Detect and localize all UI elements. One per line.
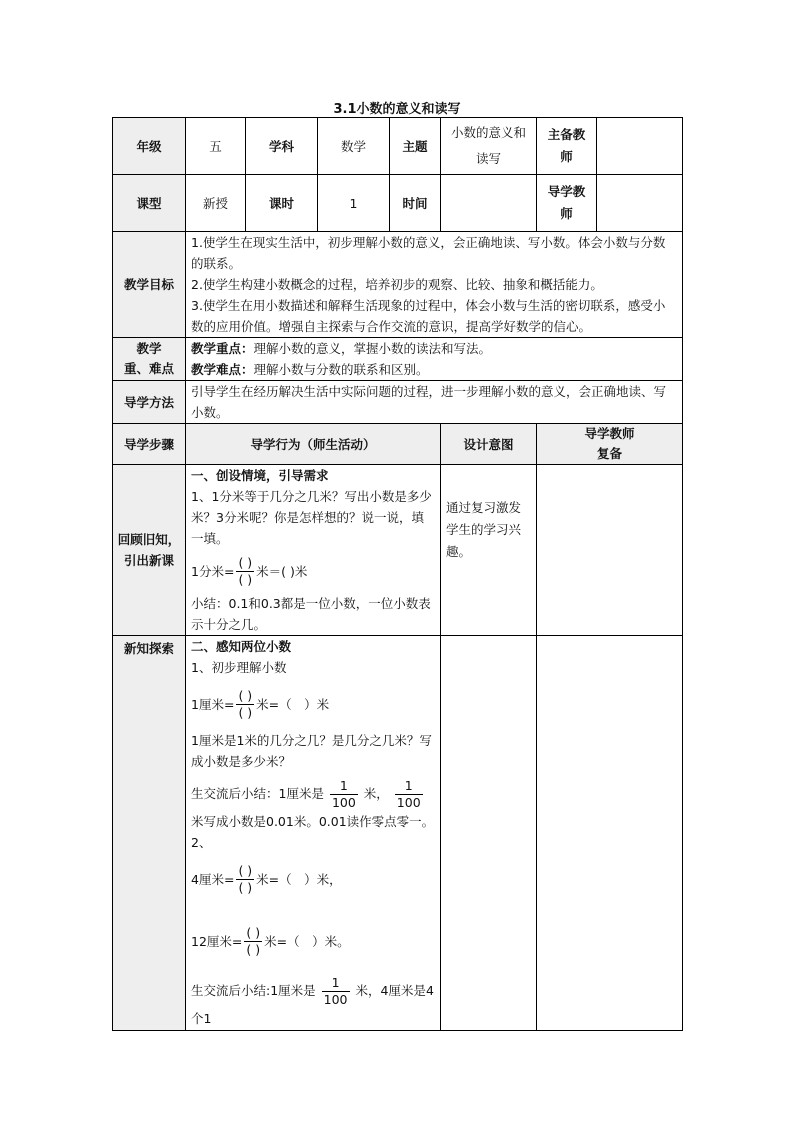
section-2-summary-1: 生交流后小结：1厘米是 $\frac{1}{100}$ 米， $\frac{1}{100}$ 米写成小数是0.01米。0.01读作零点零一。 [191, 778, 435, 829]
type-value: 新授 [186, 175, 246, 232]
section-1-question: 1、1分米等于几分之几米？写出小数是多少米？3分米呢？你是怎样想的？说一说，填一填。 [191, 489, 432, 546]
section-2-eq2: 4厘米= $\frac{( )}{( )}$ 米=（ ）米， [191, 862, 342, 895]
section-2-sub2: 2、 [191, 835, 212, 850]
section-1-row [113, 465, 683, 636]
steps-header-row [113, 424, 683, 465]
header-row-1 [113, 118, 683, 175]
section-2-activity [186, 636, 441, 1031]
type-label: 课型 [113, 175, 186, 232]
goal-item: 3.使学生在用小数描述和解释生活现象的过程中，体会小数与生活的密切联系，感受小数的应用价值。增强自主探索与合作交流的意识，提高学好数学的信心。 [191, 298, 666, 334]
section-2-review [537, 636, 683, 1031]
topic-value: 小数的意义和读写 [441, 118, 537, 175]
time-value [441, 175, 537, 232]
guide-label: 导学教师 [537, 175, 597, 232]
section-2-heading: 二、感知两位小数 [191, 639, 292, 654]
header-row-2 [113, 175, 683, 232]
section-2-question: 1厘米是1米的几分之几？是几分之几米？写成小数是多少米？ [191, 733, 432, 769]
section-2-step: 新知探索 [113, 636, 186, 1031]
section-2-design [441, 636, 537, 1031]
section-1-summary: 小结：0.1和0.3都是一位小数，一位小数表示十分之几。 [191, 596, 431, 632]
method-label: 导学方法 [113, 381, 186, 424]
section-2-eq3: 12厘米= $\frac{( )}{( )}$ 米=（ ）米。 [191, 924, 350, 957]
page-title: 3.1小数的意义和读写 [333, 102, 461, 117]
teacher-label: 主备教师 [537, 118, 597, 175]
section-1-review [537, 465, 683, 636]
activity-header: 导学行为（师生活动） [186, 424, 441, 465]
section-1-step: 回顾旧知，引出新课 [113, 465, 186, 636]
goal-item: 1.使学生在现实生活中，初步理解小数的意义，会正确地读、写小数。体会小数与分数的联系。 [191, 235, 666, 271]
goals-label: 教学目标 [113, 232, 186, 338]
period-value: 1 [318, 175, 390, 232]
topic-label: 主题 [390, 118, 441, 175]
subject-label: 学科 [246, 118, 318, 175]
subject-value: 数学 [318, 118, 390, 175]
review-header: 导学教师 复备 [537, 424, 683, 465]
section-2-sub1: 1、初步理解小数 [191, 660, 287, 675]
key-points-row [113, 338, 683, 381]
time-label: 时间 [390, 175, 441, 232]
period-label: 课时 [246, 175, 318, 232]
grade-value: 五 [186, 118, 246, 175]
method-text: 引导学生在经历解决生活中实际问题的过程，进一步理解小数的意义，会正确地读、写小数。 [186, 381, 683, 424]
section-1-design: 通过复习激发学生的学习兴趣。 [441, 465, 537, 636]
goals-content [186, 232, 683, 338]
section-2-row [113, 636, 683, 1031]
goals-row [113, 232, 683, 338]
teacher-value [597, 118, 683, 175]
design-header: 设计意图 [441, 424, 537, 465]
key-points-label: 教学 重、难点 [113, 338, 186, 381]
section-2-eq1: 1厘米= $\frac{( )}{( )}$ 米=（ ）米 [191, 687, 330, 720]
key-points-content: 教学重点：理解小数的意义，掌握小数的读法和写法。 教学难点：理解小数与分数的联系和区别。 [186, 338, 683, 381]
section-1-equation: 1分米= $\frac{( )}{( )}$ 米＝( )米 [191, 554, 308, 587]
section-1-activity [186, 465, 441, 636]
lesson-plan-table [112, 117, 683, 1031]
step-header: 导学步骤 [113, 424, 186, 465]
grade-label: 年级 [113, 118, 186, 175]
section-1-heading: 一、创设情境，引导需求 [191, 468, 329, 483]
guide-value [597, 175, 683, 232]
section-2-summary-2: 生交流后小结:1厘米是 $\frac{1}{100}$ 米，4厘米是4个1 [191, 975, 434, 1026]
goal-item: 2.使学生构建小数概念的过程，培养初步的观察、比较、抽象和概括能力。 [191, 277, 603, 292]
blank-fraction: $\frac{( )}{( )}$ [238, 554, 253, 587]
method-row [113, 381, 683, 424]
